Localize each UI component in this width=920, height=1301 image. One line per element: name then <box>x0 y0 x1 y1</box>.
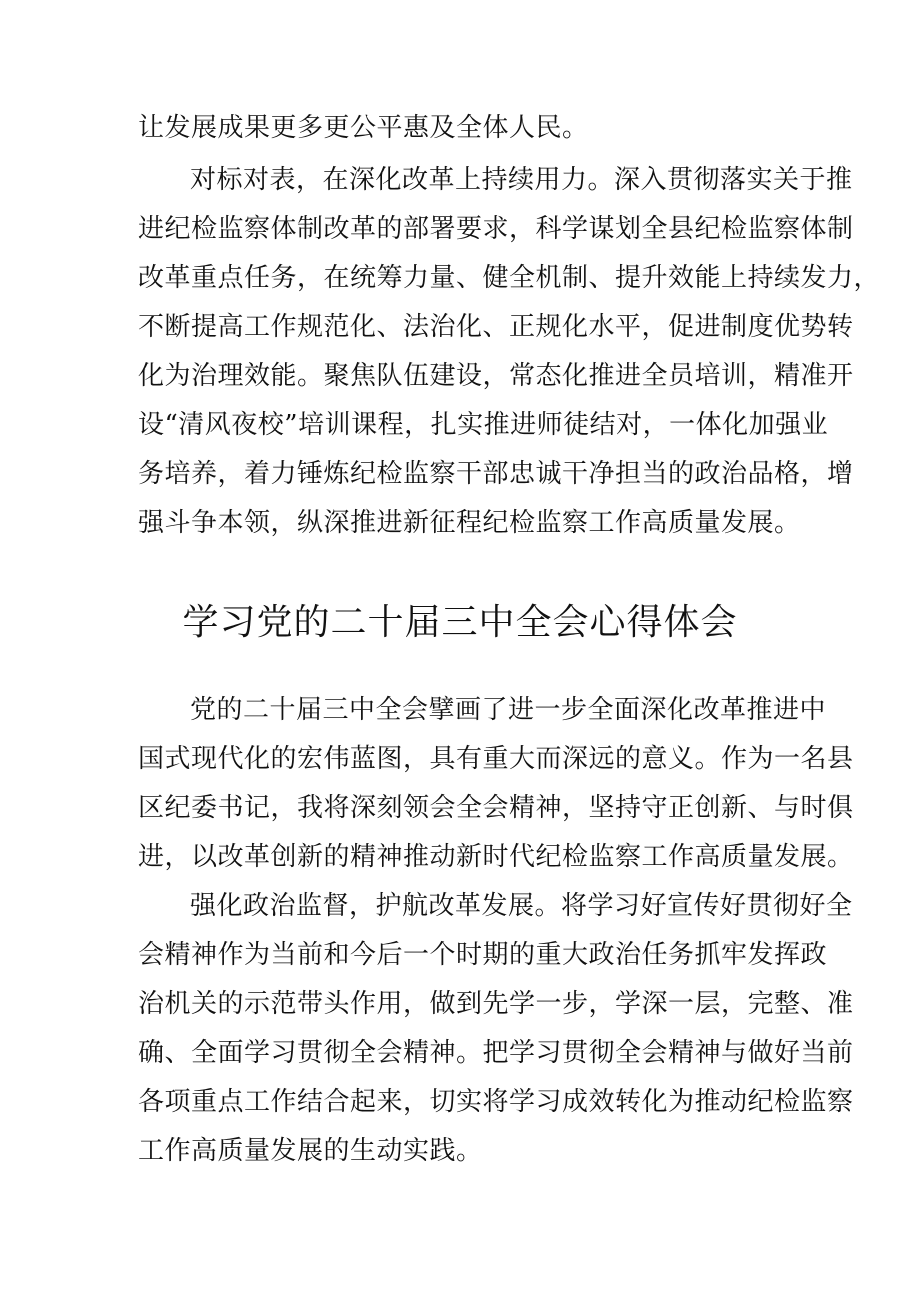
paragraph-line: 各项重点工作结合起来，切实将学习成效转化为推动纪检监察 <box>138 1087 854 1117</box>
paragraph-line: 进纪检监察体制改革的部署要求，科学谋划全县纪检监察体制 <box>138 214 854 244</box>
paragraph-line: 国式现代化的宏伟蓝图，具有重大而深远的意义。作为一名县 <box>138 744 854 774</box>
paragraph-line: 让发展成果更多更公平惠及全体人民。 <box>138 113 589 143</box>
paragraph-line: 治机关的示范带头作用，做到先学一步，学深一层，完整、准 <box>138 989 854 1019</box>
paragraph-line: 强化政治监督，护航改革发展。将学习好宣传好贯彻好全 <box>190 891 853 921</box>
paragraph-line: 强斗争本领，纵深推进新征程纪检监察工作高质量发展。 <box>138 508 801 538</box>
paragraph-line: 不断提高工作规范化、法治化、正规化水平，促进制度优势转 <box>138 312 854 342</box>
paragraph-line: 改革重点任务，在统筹力量、健全机制、提升效能上持续发力， <box>138 263 881 293</box>
paragraph-line: 化为治理效能。聚焦队伍建设，常态化推进全员培训，精准开 <box>138 361 854 391</box>
paragraph-line: 工作高质量发展的生动实践。 <box>138 1136 483 1166</box>
paragraph-line: 区纪委书记，我将深刻领会全会精神，坚持守正创新、与时俱 <box>138 793 854 823</box>
section-title: 学习党的二十届三中全会心得体会 <box>182 602 738 643</box>
paragraph-line: 务培养，着力锤炼纪检监察干部忠诚干净担当的政治品格，增 <box>138 459 854 489</box>
paragraph-line: 设“清风夜校”培训课程，扎实推进师徒结对，一体化加强业 <box>138 410 829 440</box>
paragraph-line: 会精神作为当前和今后一个时期的重大政治任务抓牢发挥政 <box>138 940 828 970</box>
paragraph-line: 对标对表，在深化改革上持续用力。深入贯彻落实关于推 <box>190 165 853 195</box>
paragraph-line: 进，以改革创新的精神推动新时代纪检监察工作高质量发展。 <box>138 842 854 872</box>
paragraph-line: 党的二十届三中全会擘画了进一步全面深化改革推进中 <box>190 695 827 725</box>
paragraph-line: 确、全面学习贯彻全会精神。把学习贯彻全会精神与做好当前 <box>138 1038 854 1068</box>
